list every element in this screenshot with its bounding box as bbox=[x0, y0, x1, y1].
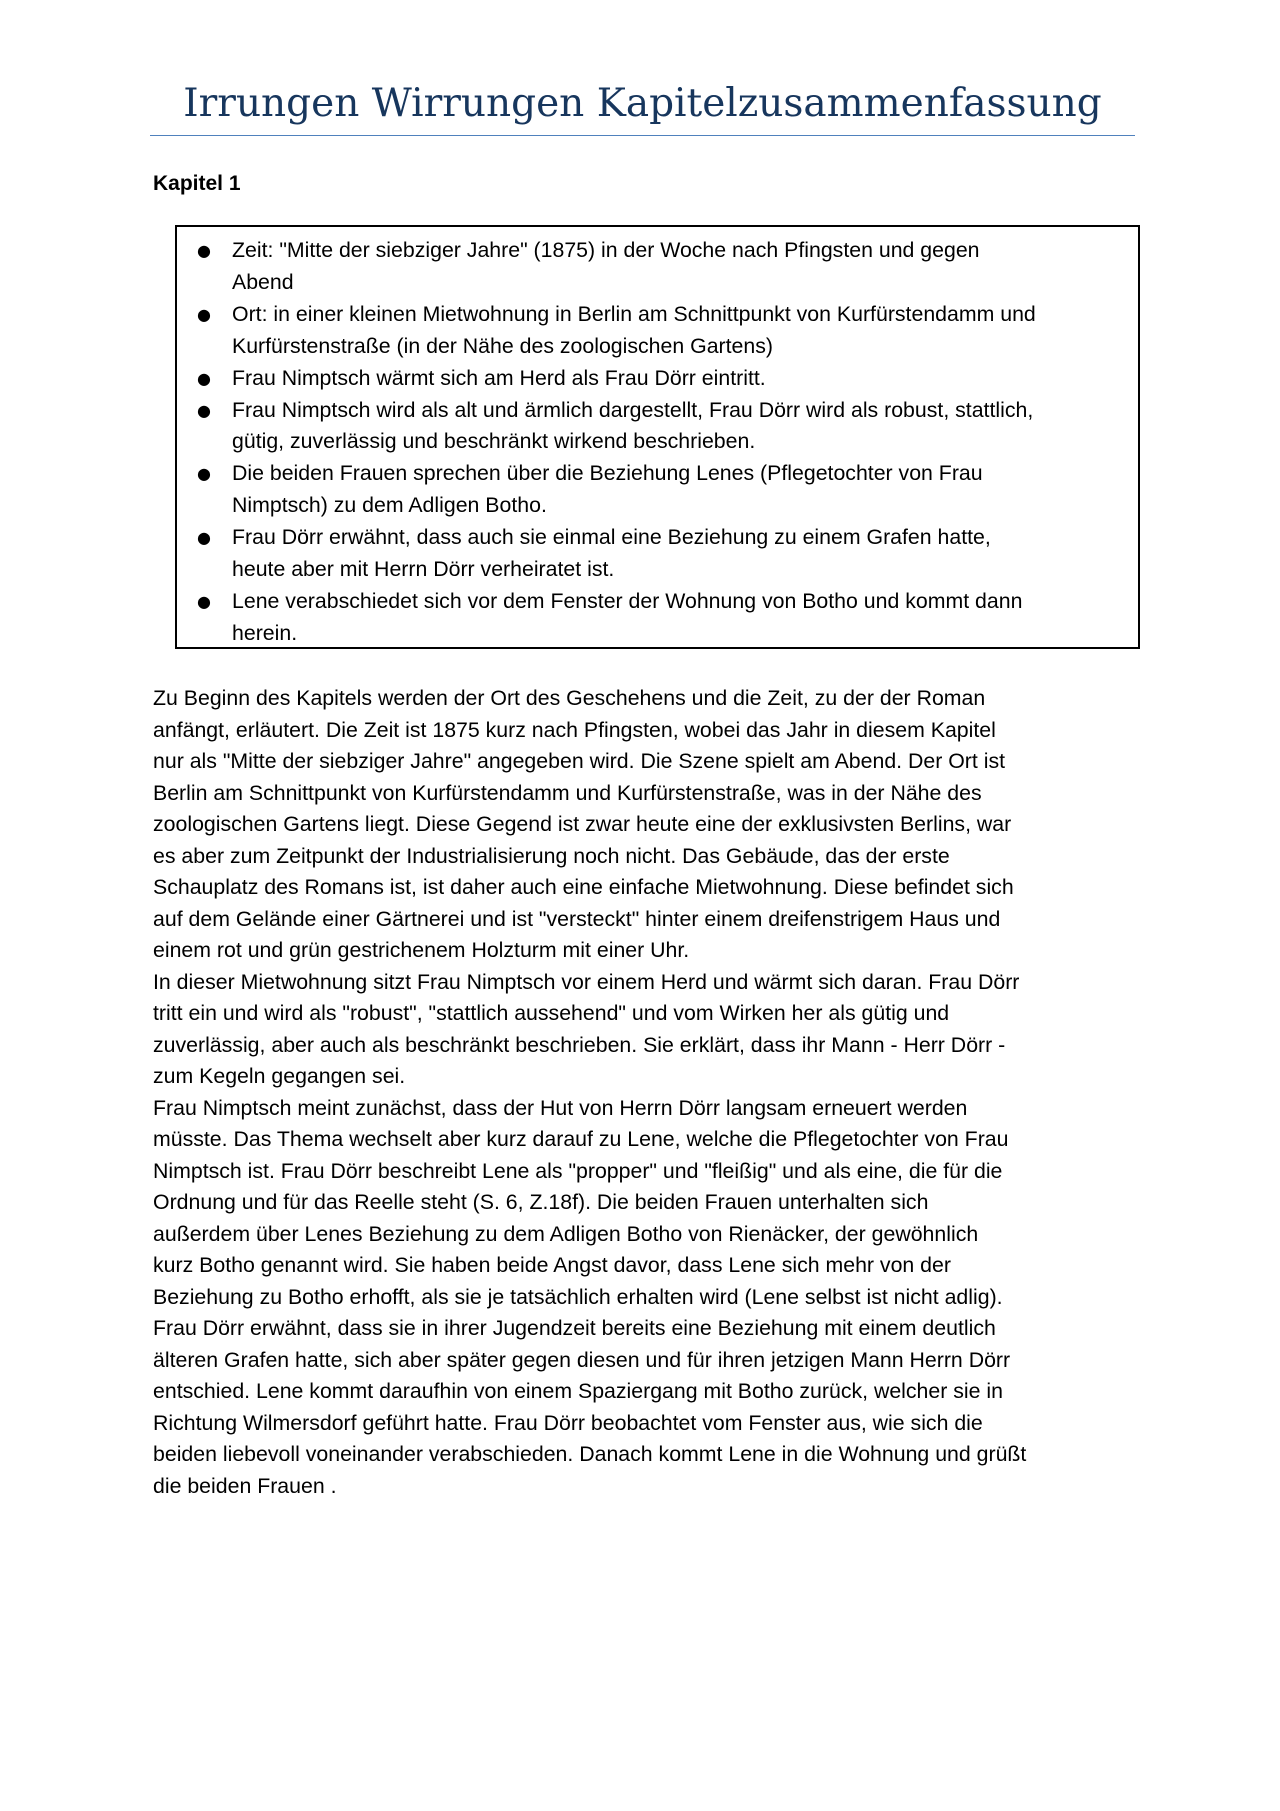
summary-bullet-item bbox=[177, 363, 1128, 395]
bullet-icon: ● bbox=[197, 528, 211, 548]
bullet-icon: ● bbox=[197, 368, 211, 388]
summary-box bbox=[175, 225, 1140, 649]
body-text-line: Zu Beginn des Kapitels werden der Ort des Geschehens und die Zeit, zu der der Roman bbox=[153, 686, 986, 710]
summary-bullet-item bbox=[177, 235, 1128, 299]
summary-bullet-line: Nimptsch) zu dem Adligen Botho. bbox=[232, 493, 547, 518]
bullet-icon: ● bbox=[197, 241, 211, 260]
body-text-line: anfängt, erläutert. Die Zeit ist 1875 kurz nach Pfingsten, wobei das Jahr in diesem Kapitel bbox=[153, 717, 996, 742]
body-text-line: älteren Grafen hatte, sich aber später gegen diesen und für ihren jetzigen Mann Herrn Dörr bbox=[153, 1347, 1011, 1372]
chapter-summary-text bbox=[153, 683, 1143, 1502]
bullet-icon: ● bbox=[197, 304, 211, 324]
summary-bullet-line: Frau Nimptsch wärmt sich am Herd als Frau Dörr eintritt. bbox=[232, 365, 766, 390]
chapter-heading: Kapitel 1 bbox=[153, 172, 241, 195]
body-text-line: Schauplatz des Romans ist, ist daher auch eine einfache Mietwohnung. Diese befindet sich bbox=[153, 875, 1014, 899]
body-text-line: In dieser Mietwohnung sitzt Frau Nimptsch vor einem Herd und wärmt sich daran. Frau Dörr bbox=[153, 969, 1020, 994]
body-text-line: auf dem Gelände einer Gärtnerei und ist "versteckt" hinter einem dreifenstrigem Haus und bbox=[153, 906, 1001, 931]
body-text-line: Ordnung und für das Reelle steht (S. 6, Z.18f). Die beiden Frauen unterhalten sich bbox=[153, 1190, 929, 1214]
summary-bullet-line: Zeit: "Mitte der siebziger Jahre" (1875) in der Woche nach Pfingsten und gegen bbox=[232, 238, 980, 262]
summary-bullet-line: Abend bbox=[232, 269, 294, 294]
body-text-line: kurz Botho genannt wird. Sie haben beide Angst davor, dass Lene sich mehr von der bbox=[153, 1253, 951, 1277]
body-text-line: müsste. Das Thema wechselt aber kurz darauf zu Lene, welche die Pflegetochter von Frau bbox=[153, 1127, 1009, 1151]
document-title: Irrungen Wirrungen Kapitelzusammenfassung bbox=[183, 81, 1102, 126]
body-text-line: Richtung Wilmersdorf geführt hatte. Frau Dörr beobachtet vom Fenster aus, wie sich die bbox=[153, 1410, 983, 1435]
body-text-line: tritt ein und wird als "robust", "stattlich aussehend" und vom Wirken her als gütig und bbox=[153, 1001, 950, 1025]
summary-bullet-line: Kurfürstenstraße (in der Nähe des zoologischen Gartens) bbox=[232, 333, 773, 358]
body-text-line: Beziehung zu Botho erhofft, als sie je tatsächlich erhalten wird (Lene selbst ist nicht adlig). bbox=[153, 1284, 1003, 1309]
bullet-icon: ● bbox=[197, 464, 211, 484]
body-text-line: zum Kegeln gegangen sei. bbox=[153, 1064, 406, 1088]
summary-bullet-line: heute aber mit Herrn Dörr verheiratet ist. bbox=[232, 557, 615, 582]
bullet-icon: ● bbox=[197, 400, 211, 420]
summary-bullet-line: Ort: in einer kleinen Mietwohnung in Berlin am Schnittpunkt von Kurfürstendamm und bbox=[232, 301, 1036, 326]
body-text-line: die beiden Frauen . bbox=[153, 1473, 337, 1498]
body-text-line: einem rot und grün gestrichenem Holzturm mit einer Uhr. bbox=[153, 938, 690, 962]
summary-bullet-line: herein. bbox=[232, 620, 298, 645]
body-text-line: Frau Nimptsch meint zunächst, dass der Hut von Herrn Dörr langsam erneuert werden bbox=[153, 1095, 968, 1120]
body-text-line: zuverlässig, aber auch als beschränkt beschrieben. Sie erklärt, dass ihr Mann - Herr Dörr - bbox=[153, 1032, 1006, 1057]
summary-bullet-item bbox=[177, 522, 1128, 586]
body-text-line: beiden liebevoll voneinander verabschieden. Danach kommt Lene in die Wohnung und grüßt bbox=[153, 1442, 1027, 1466]
body-text-line: außerdem über Lenes Beziehung zu dem Adligen Botho von Rienäcker, der gewöhnlich bbox=[153, 1221, 979, 1246]
body-text-line: entschied. Lene kommt daraufhin von einem Spaziergang mit Botho zurück, welcher sie in bbox=[153, 1379, 1003, 1403]
summary-bullet-line: Frau Nimptsch wird als alt und ärmlich dargestellt, Frau Dörr wird als robust, stattlich, bbox=[232, 397, 1034, 422]
body-text-line: Berlin am Schnittpunkt von Kurfürstendamm und Kurfürstenstraße, was in der Nähe des bbox=[153, 780, 982, 805]
summary-bullet-line: Frau Dörr erwähnt, dass auch sie einmal eine Beziehung zu einem Grafen hatte, bbox=[232, 525, 991, 550]
summary-bullet-item bbox=[177, 458, 1128, 522]
summary-bullet-line: gütig, zuverlässig und beschränkt wirkend beschrieben. bbox=[232, 429, 756, 454]
title-underline bbox=[150, 135, 1135, 136]
summary-list bbox=[177, 227, 1138, 650]
body-text-line: Frau Dörr erwähnt, dass sie in ihrer Jugendzeit bereits eine Beziehung mit einem deutlich bbox=[153, 1316, 996, 1340]
body-text-line: zoologischen Gartens liegt. Diese Gegend ist zwar heute eine der exklusivsten Berlins, war bbox=[153, 812, 1012, 836]
body-text-line: nur als "Mitte der siebziger Jahre" angegeben wird. Die Szene spielt am Abend. Der Ort ist bbox=[153, 749, 1006, 773]
body-text-line: es aber zum Zeitpunkt der Industrialisierung noch nicht. Das Gebäude, das der erste bbox=[153, 843, 950, 868]
body-text-line: Nimptsch ist. Frau Dörr beschreibt Lene als "propper" und "fleißig" und als eine, die für die bbox=[153, 1158, 1003, 1183]
summary-bullet-line: Lene verabschiedet sich vor dem Fenster der Wohnung von Botho und kommt dann bbox=[232, 588, 1023, 613]
summary-bullet-line: Die beiden Frauen sprechen über die Beziehung Lenes (Pflegetochter von Frau bbox=[232, 461, 983, 486]
summary-bullet-item bbox=[177, 299, 1128, 363]
summary-bullet-item bbox=[177, 395, 1128, 459]
summary-bullet-item bbox=[177, 586, 1128, 650]
bullet-icon: ● bbox=[197, 591, 211, 611]
